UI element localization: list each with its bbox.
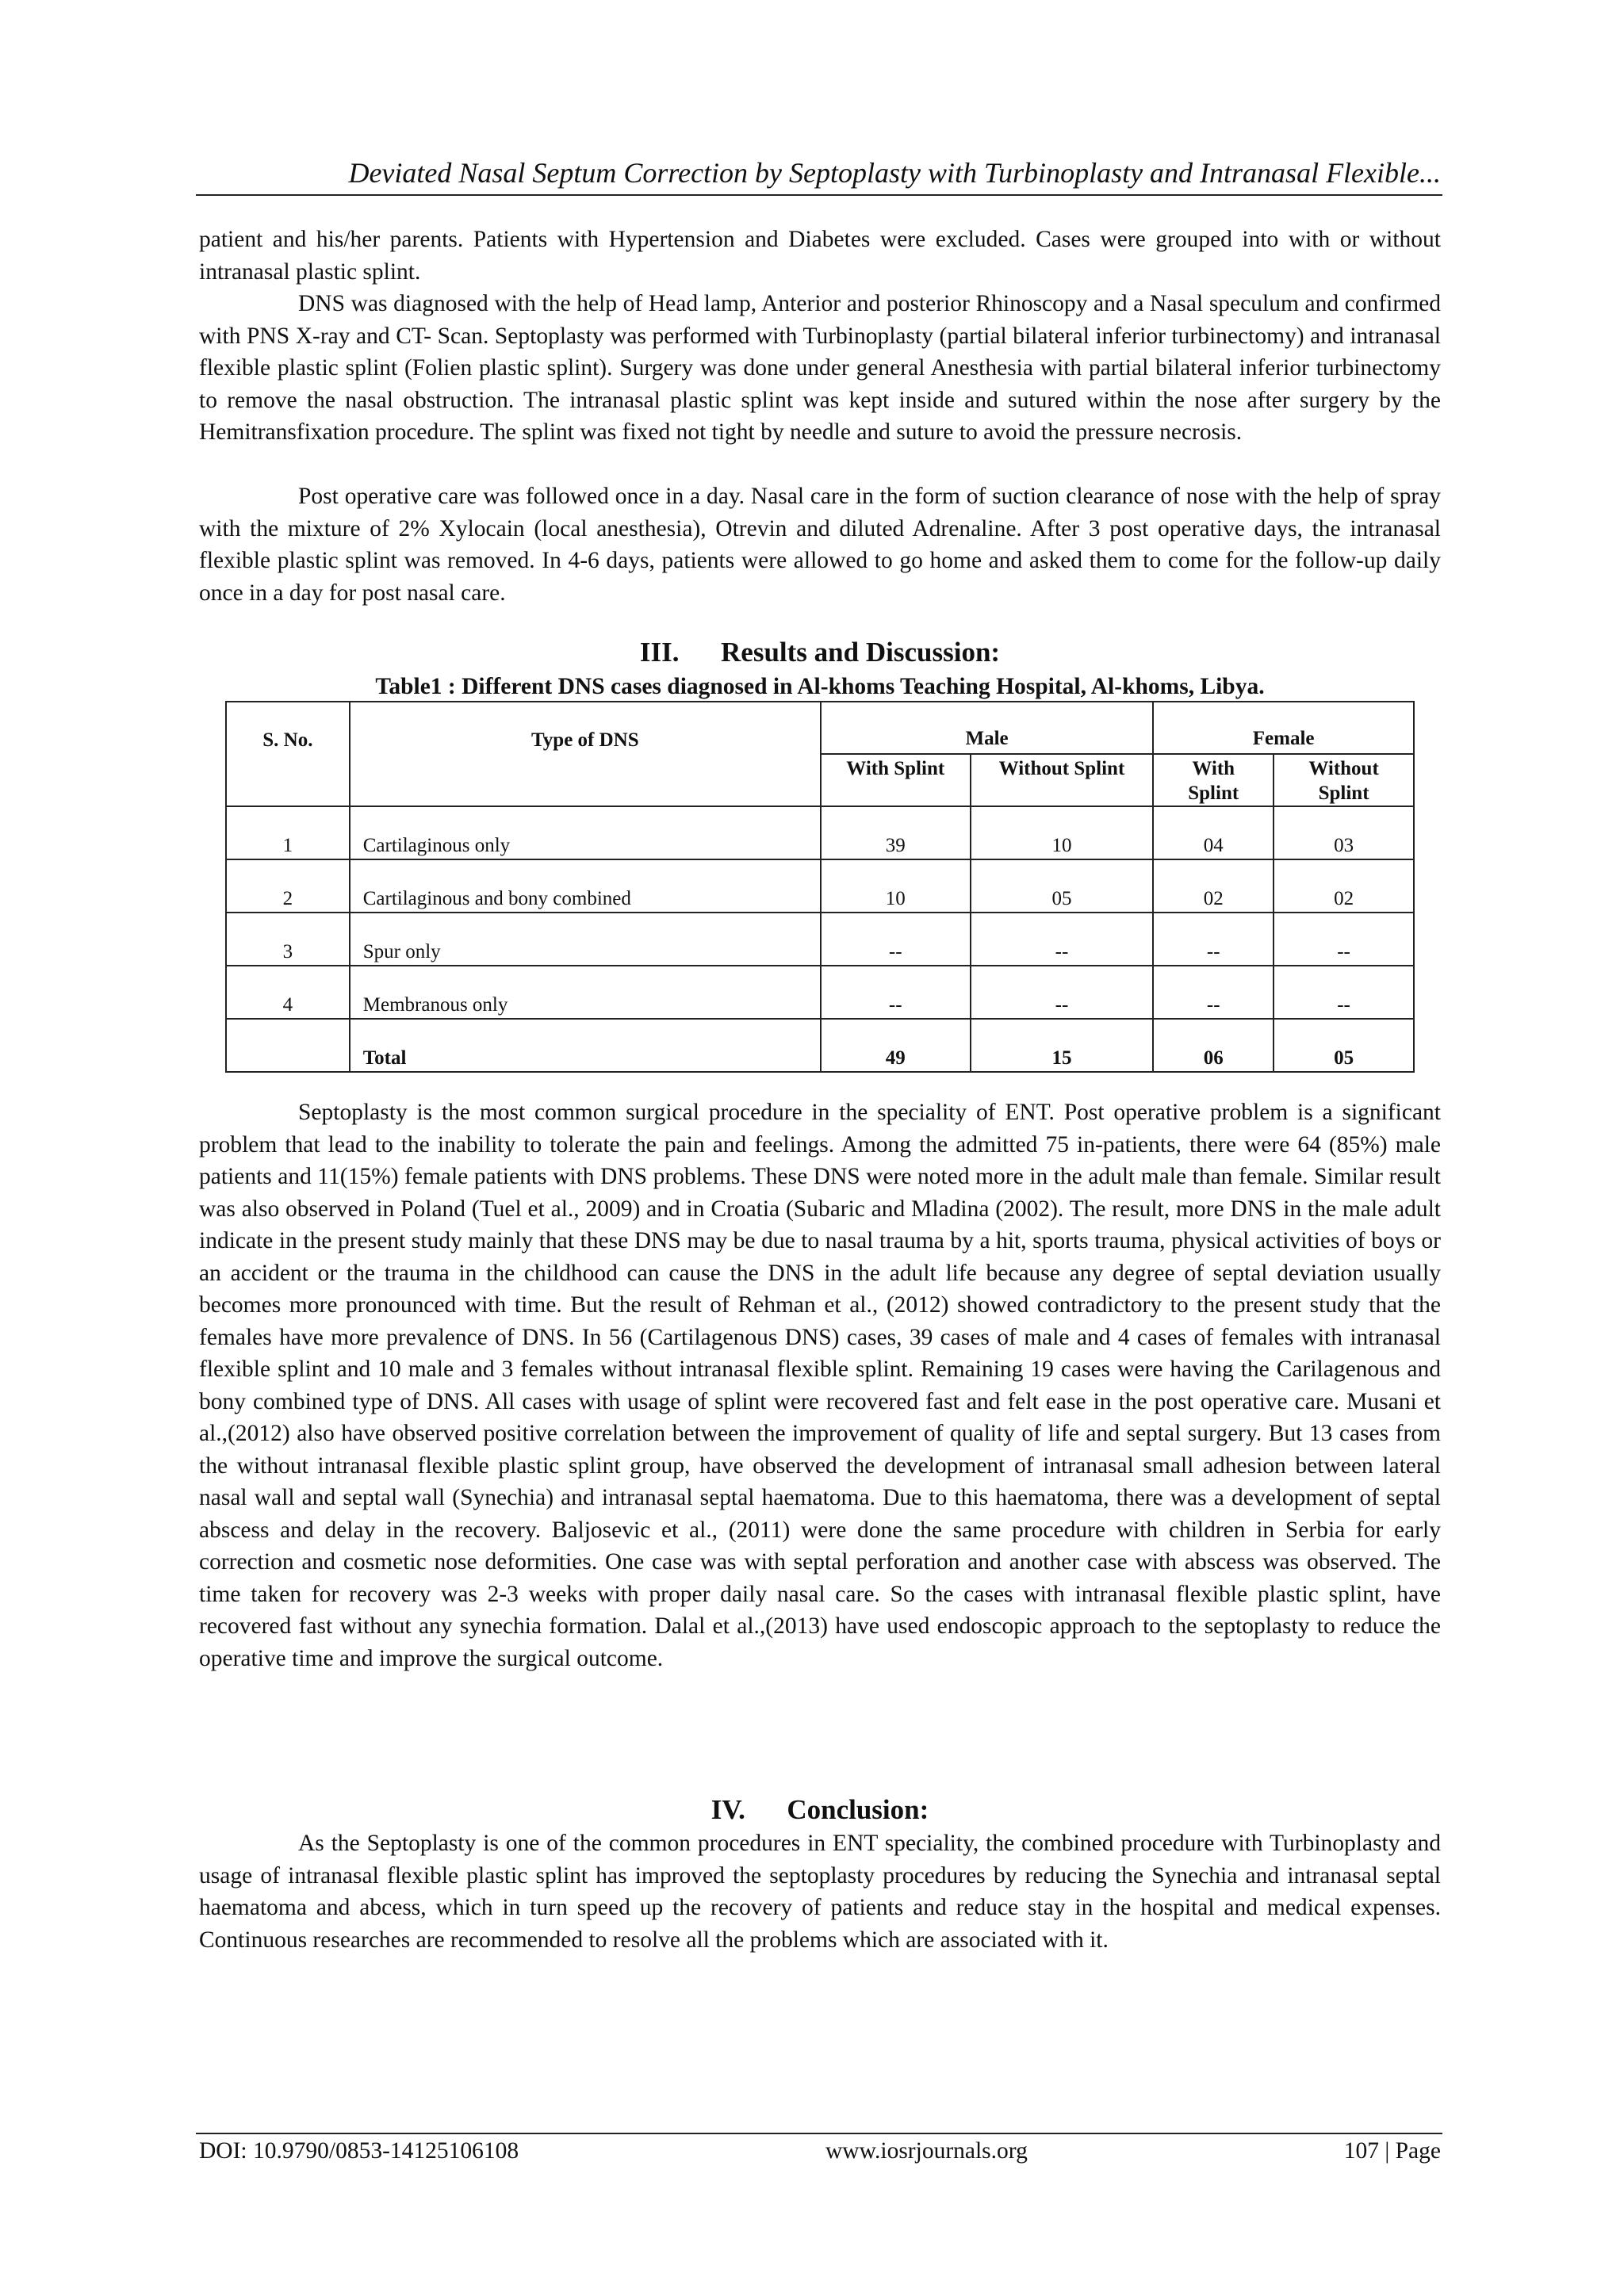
cell-type: Spur only <box>350 913 821 966</box>
table-row <box>226 913 1414 966</box>
header-male-with-splint: With Splint <box>821 754 971 806</box>
table-row <box>226 859 1414 913</box>
header-sno: S. No. <box>226 702 350 806</box>
header-female-with-line1: With <box>1192 758 1235 779</box>
cell-type: Membranous only <box>350 966 821 1019</box>
cell-sno: 1 <box>226 806 350 859</box>
cell-male-without: 10 <box>971 806 1154 859</box>
cell-total-label: Total <box>350 1019 821 1072</box>
paragraph-postoperative: Post operative care was followed once in a day. Nasal care in the form of suction clearance of nose with the help of spray with the mixture of 2% Xylocain (local anesthesia), Otrevin and diluted Adrenaline. After 3 post operative days, the intranasal flexible plastic splint was removed. In 4-6 days, patients were allowed to go home and asked them to come for the follow-up daily once in a day for post nasal care. <box>199 484 1441 606</box>
running-header: Deviated Nasal Septum Correction by Septoplasty with Turbinoplasty and Intranasal Flexible... <box>348 157 1441 189</box>
header-male: Male <box>821 702 1153 754</box>
cell-female-with: 04 <box>1153 806 1274 859</box>
cell-male-with: -- <box>821 966 971 1019</box>
footer-page-number: 107 | Page <box>1343 2138 1441 2164</box>
paragraph-patients: patient and his/her parents. Patients with Hypertension and Diabetes were excluded. Cases were grouped into with or without intranasal plastic splint. <box>199 227 1441 285</box>
cell-female-with: -- <box>1153 913 1274 966</box>
cell-male-with: 39 <box>821 806 971 859</box>
cell-male-with: 10 <box>821 859 971 913</box>
cell-female-without: 03 <box>1274 806 1414 859</box>
cell-female-without: 02 <box>1274 859 1414 913</box>
cell-type: Cartilaginous only <box>350 806 821 859</box>
cell-male-without: 05 <box>971 859 1154 913</box>
header-female-without-splint <box>1274 754 1414 806</box>
cell-female-without: -- <box>1274 966 1414 1019</box>
paper-page <box>199 0 1441 2296</box>
cell-male-without: -- <box>971 913 1154 966</box>
cell-total-male-with: 49 <box>821 1019 971 1072</box>
cell-type: Cartilaginous and bony combined <box>350 859 821 913</box>
header-female-with-line2: Splint <box>1188 783 1239 804</box>
footer-doi: DOI: 10.9790/0853-14125106108 <box>199 2138 519 2164</box>
header-female-without-line2: Splint <box>1318 783 1369 804</box>
cell-sno: 2 <box>226 859 350 913</box>
cell-female-without: -- <box>1274 913 1414 966</box>
cell-female-with: 02 <box>1153 859 1274 913</box>
cell-sno: 4 <box>226 966 350 1019</box>
table-header-row <box>226 702 1414 754</box>
table-row <box>226 806 1414 859</box>
cell-female-with: -- <box>1153 966 1274 1019</box>
header-female: Female <box>1153 702 1414 754</box>
cell-male-with: -- <box>821 913 971 966</box>
paragraph-discussion: Septoplasty is the most common surgical procedure in the speciality of ENT. Post operative problem is a significant problem that lead to the inability to tolerate the pain and feelings. Among the admitted 75 in-patients, there were 64 (85%) male patients and 11(15%) female patients with DNS problems. These DNS were noted more in the adult male than female. Similar result was also observed in Poland (Tuel et al., 2009) and in Croatia (Subaric and Mladina (2002). The result, more DNS in the male adult indicate in the present study mainly that these DNS may be due to nasal trauma by a hit, sports trauma, physical activities of boys or an accident or the trauma in the childhood can cause the DNS in the adult life because any degree of septal deviation usually becomes more pronounced with time. But the result of Rehman et al., (2012) showed contradictory to the present study that the females have more prevalence of DNS. In 56 (Cartilagenous DNS) cases, 39 cases of male and 4 cases of females with intranasal flexible splint and 10 male and 3 females without intranasal flexible splint. Remaining 19 cases were having the Carilagenous and bony combined type of DNS. All cases with usage of splint were recovered fast and felt ease in the post operative care. Musani et al.,(2012) also have observed positive correlation between the improvement of quality of life and septal surgery. But 13 cases from the without intranasal flexible plastic splint group, have observed the development of intranasal small adhesion between lateral nasal wall and septal wall (Synechia) and intranasal septal haematoma. Due to this haematoma, there was a development of septal abscess and delay in the recovery. Baljosevic et al., (2011) were done the same procedure with children in Serbia for early correction and cosmetic nose deformities. One case was with septal perforation and another case with abscess was observed. The time taken for recovery was 2-3 weeks with proper daily nasal care. So the cases with intranasal flexible plastic splint, have recovered fast without any synechia formation. Dalal et al.,(2013) have used endoscopic approach to the septoplasty to reduce the operative time and improve the surgical outcome. <box>199 1100 1441 1671</box>
header-female-without-line1: Without <box>1308 758 1379 779</box>
cell-total-female-without: 05 <box>1274 1019 1414 1072</box>
cell-total-male-without: 15 <box>971 1019 1154 1072</box>
table-row <box>226 966 1414 1019</box>
table-caption: Table1 : Different DNS cases diagnosed in Al-khoms Teaching Hospital, Al-khoms, Libya. <box>375 674 1265 699</box>
section-heading-results: III. Results and Discussion: <box>639 637 1001 668</box>
dns-cases-table <box>225 701 1415 1073</box>
header-male-without-splint: Without Splint <box>971 754 1154 806</box>
footer-divider <box>196 2133 1442 2134</box>
section-heading-conclusion: IV. Conclusion: <box>710 1794 929 1825</box>
cell-male-without: -- <box>971 966 1154 1019</box>
cell-total-female-with: 06 <box>1153 1019 1274 1072</box>
paragraph-conclusion: As the Septoplasty is one of the common procedures in ENT speciality, the combined procedure with Turbinoplasty and usage of intranasal flexible plastic splint has improved the septoplasty procedures by reducing the Synechia and intranasal septal haematoma and abcess, which in turn speed up the recovery of patients and reduce stay in the hospital and medical expenses. Continuous researches are recommended to resolve all the problems which are associated with it. <box>199 1831 1441 1953</box>
header-female-with-splint <box>1153 754 1274 806</box>
table-total-row <box>226 1019 1414 1072</box>
cell-sno: 3 <box>226 913 350 966</box>
header-type: Type of DNS <box>350 702 821 806</box>
paragraph-diagnosis: DNS was diagnosed with the help of Head lamp, Anterior and posterior Rhinoscopy and a Nasal speculum and confirmed with PNS X-ray and CT- Scan. Septoplasty was performed with Turbinoplasty (partial bilateral inferior turbinectomy) and intranasal flexible plastic splint (Folien plastic splint). Surgery was done under general Anesthesia with partial bilateral inferior turbinectomy to remove the nasal obstruction. The intranasal plastic splint was kept inside and sutured within the nose after surgery by the Hemitransfixation procedure. The splint was fixed not tight by needle and suture to avoid the pressure necrosis. <box>199 291 1441 445</box>
footer-url: www.iosrjournals.org <box>825 2138 1028 2164</box>
cell-sno-empty <box>226 1019 350 1072</box>
header-divider <box>196 194 1442 196</box>
